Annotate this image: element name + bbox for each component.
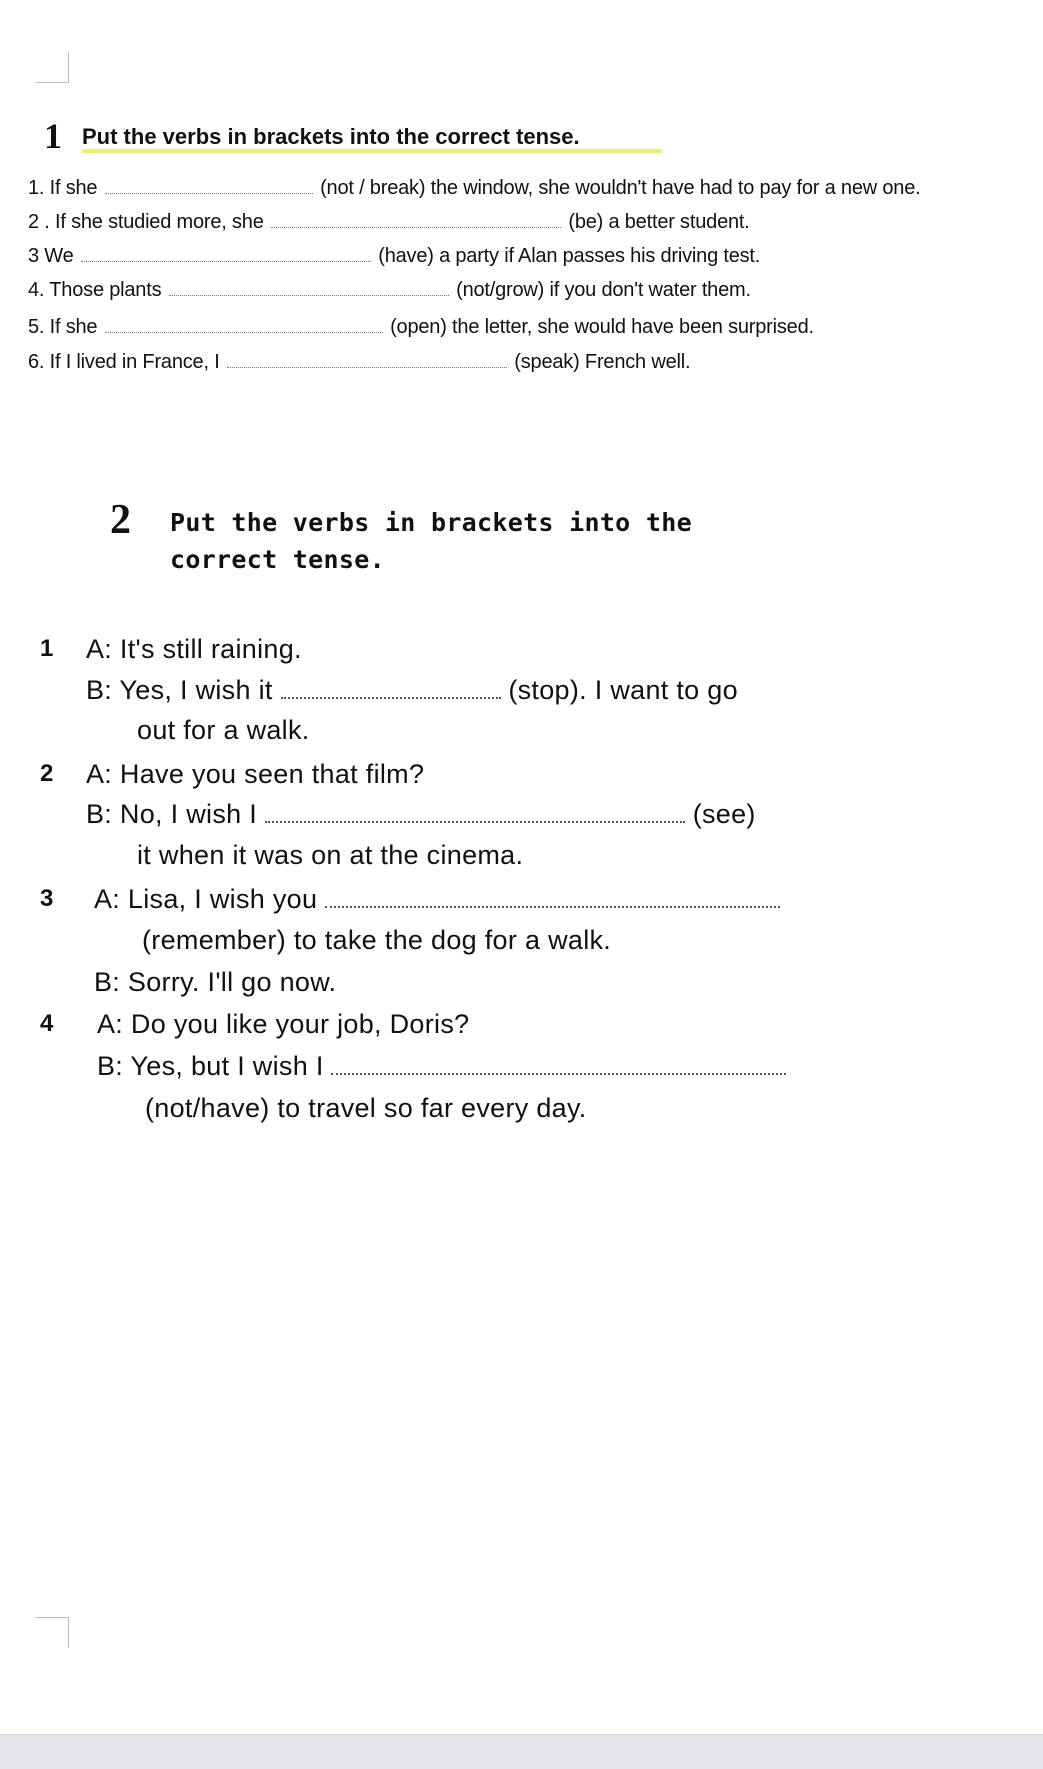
item-suffix: (be) a better student. [568, 211, 750, 233]
item-suffix: (not / break) the window, she wouldn't have had to pay for a new one. [320, 177, 921, 199]
page-corner-mark [36, 52, 69, 83]
item-suffix: (speak) French well. [514, 351, 691, 373]
dialog-line-b: B: Sorry. I'll go now. [94, 967, 337, 997]
item-prefix: 2 . If she studied more, she [28, 211, 264, 233]
answer-blank[interactable] [105, 316, 383, 333]
page-corner-mark [36, 1617, 69, 1648]
exercise-1-title: Put the verbs in brackets into the correct tense. [82, 124, 580, 149]
answer-blank[interactable] [81, 245, 371, 262]
item-suffix: (not/grow) if you don't water them. [456, 279, 751, 301]
exercise-1-item [28, 349, 690, 375]
dialog-line-b [97, 1049, 786, 1083]
item-prefix: 4. Those plants [28, 279, 162, 301]
line-prefix: A: Lisa, I wish you [94, 884, 318, 914]
item-prefix: 6. If I lived in France, I [28, 351, 220, 373]
item-prefix: 3 We [28, 245, 74, 267]
answer-blank[interactable] [105, 177, 313, 194]
dialog-line-cont: (not/have) to travel so far every day. [145, 1093, 587, 1123]
answer-blank[interactable] [325, 886, 780, 908]
dialog-line-a [94, 882, 780, 916]
dialog-line-cont: out for a walk. [137, 715, 310, 745]
exercise-1-item [28, 175, 920, 201]
dialog-line-b [86, 797, 756, 831]
dialog-line-cont: (remember) to take the dog for a walk. [142, 925, 612, 955]
answer-blank[interactable] [271, 211, 561, 228]
line-prefix: B: Yes, I wish it [86, 675, 273, 705]
exercise-2-title: Put the verbs in brackets into the correct tense. [170, 508, 692, 574]
dialog-line-b [86, 673, 738, 707]
dialog-number: 3 [40, 885, 54, 912]
item-suffix: (have) a party if Alan passes his driving test. [378, 245, 761, 267]
dialog-line-a: A: It's still raining. [86, 634, 302, 664]
exercise-1-item [28, 277, 751, 303]
viewer-bottom-bar [0, 1734, 1043, 1769]
exercise-1-item [28, 243, 760, 269]
exercise-1-item [28, 314, 814, 340]
answer-blank[interactable] [331, 1053, 786, 1075]
dialog-number: 1 [40, 635, 54, 662]
dialog-number: 4 [40, 1010, 54, 1037]
exercise-1-number: 1 [44, 116, 62, 156]
dialog-line-a: A: Do you like your job, Doris? [97, 1009, 470, 1039]
answer-blank[interactable] [265, 801, 685, 823]
line-prefix: B: No, I wish I [86, 799, 258, 829]
answer-blank[interactable] [227, 351, 507, 368]
exercise-2-number: 2 [110, 497, 131, 543]
line-suffix: (see) [692, 799, 756, 829]
dialog-number: 2 [40, 760, 54, 787]
item-prefix: 5. If she [28, 316, 98, 338]
item-prefix: 1. If she [28, 177, 98, 199]
dialog-line-cont: it when it was on at the cinema. [137, 840, 524, 870]
dialog-line-a: A: Have you seen that film? [86, 759, 425, 789]
exercise-1-item [28, 209, 750, 235]
line-prefix: B: Yes, but I wish I [97, 1051, 324, 1081]
line-suffix: (stop). I want to go [508, 675, 738, 705]
answer-blank[interactable] [281, 677, 501, 699]
answer-blank[interactable] [169, 279, 449, 296]
item-suffix: (open) the letter, she would have been surprised. [390, 316, 814, 338]
